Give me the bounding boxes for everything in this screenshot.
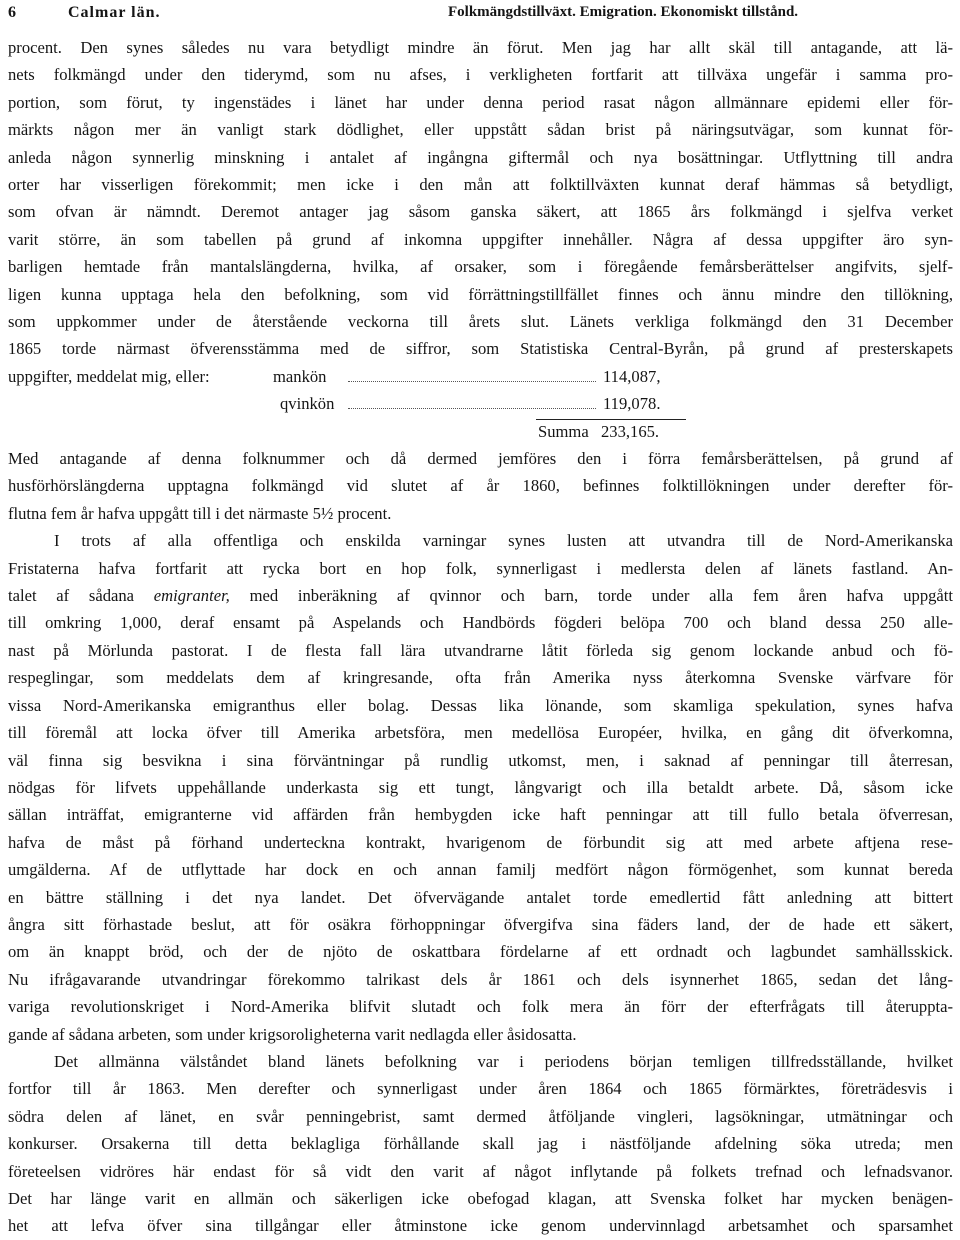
text-line: en bättre ställning i det nya landet. Det öfvervägande antalet torde emedlertid fått anledning att bittert bbox=[8, 887, 953, 907]
text-line: barligen hemtade från mantalslängderna, hvilka, af orsaker, som i föregående femårsberättelser angifvits, sjelf- bbox=[8, 257, 953, 277]
row-label: qvinkön bbox=[280, 394, 335, 414]
text-line: nets folkmängd under den tiderymd, som nu afses, i verkligheten fortfarit att tillväxa ungefär i samma pro- bbox=[8, 65, 953, 85]
text-line: procent. Den synes således nu vara betydligt mindre än förut. Men jag har allt skäl till antagande, att lä- bbox=[8, 38, 953, 57]
population-intro: uppgifter, meddelat mig, eller: bbox=[8, 366, 210, 386]
population-sum-row bbox=[8, 418, 953, 445]
text-fragment: talet af sådana bbox=[8, 586, 154, 606]
text-line: Fristaterna hafva fortfarit att rycka bort en hop folk, synnerligast i medlersta delen af länets fastland. An- bbox=[8, 558, 953, 578]
text-line: het att lefva öfver sina tillgångar eller åtminstone icke genom undervinnlagd arbetsamhet och sparsamhet bbox=[8, 1216, 953, 1236]
text-line: fortfor till år 1863. Men derefter och synnerligast under åren 1864 och 1865 förmärktes, företrädesvis i bbox=[8, 1079, 953, 1099]
text-line: hafva de måst på förhand underteckna kontrakt, hvarigenom de förbundit sig att med arbete aftjena rese- bbox=[8, 832, 953, 852]
text-line: flutna fem år hafva uppgått till i det närmaste 5½ procent. bbox=[8, 503, 392, 523]
text-line: som ofvan är nämndt. Deremot antager jag såsom ganska säkert, att 1865 års folkmängd i sjelfva verket bbox=[8, 202, 953, 222]
row-value: 119,078. bbox=[603, 394, 661, 414]
population-row-male bbox=[8, 363, 953, 390]
sum-label: Summa bbox=[538, 421, 589, 441]
text-line: gande af sådana arbeten, som under krigsoroligheterna varit nedlagda eller åsidosatta. bbox=[8, 1024, 577, 1044]
text-line: om än knappt bröd, och der de njöto de oskattbara fördelarne af ett ordnadt och lagbundet samhällsskick. bbox=[8, 942, 953, 962]
text-line: nast på Mörlunda pastorat. I de flesta fall lära utvandrarne låtit förleda sig genom lockande anbud och fö- bbox=[8, 640, 953, 660]
text-line: Det allmänna välståndet bland länets befolkning var i periodens början temligen tillfredsställande, hvilket bbox=[54, 1051, 953, 1071]
italic-term: emigranter, bbox=[153, 586, 230, 606]
paragraph-3 bbox=[8, 527, 953, 1048]
text-line: till föremål att locka öfver till Amerika arbetsföra, men medellösa Européer, hvilka, en gång dit öfverkomna, bbox=[8, 723, 953, 743]
text-line: Nu ifrågavarande utvandringar förekommo talrikast dels år 1861 och dels isynnerhet 1865, sedan det lång- bbox=[8, 969, 953, 989]
text-line: varit större, än som tabellen på grund af inkomna uppgifter innehåller. Några af dessa uppgifter äro syn- bbox=[8, 229, 953, 249]
dot-leader bbox=[348, 408, 596, 409]
text-line: umgälderna. Af de utflyttade har dock en och annan familj medfört någon förmögenhet, som kunnat bereda bbox=[8, 860, 953, 880]
page-header bbox=[8, 4, 952, 26]
population-row-female bbox=[8, 390, 953, 417]
text-line: Det har länge varit en allmän och säkerligen icke obefogad klagan, att Svenska folket har mycken benägen- bbox=[8, 1189, 953, 1209]
row-label: mankön bbox=[273, 366, 327, 386]
text-line: husförhörslängderna upptagna folkmängd vid slutet af år 1860, befinnes folktillökningen under derefter för- bbox=[8, 476, 953, 496]
text-line: märkts någon mer än vanligt stark dödlighet, eller uppstått sådan brist på näringsutvägar, som kunnat för- bbox=[8, 120, 953, 140]
text-line: Med antagande af denna folknummer och då dermed jemföres den i förra femårsberättelsen, på grund af bbox=[8, 449, 953, 469]
population-table bbox=[8, 363, 953, 445]
text-line: konkurser. Orsakerna till detta beklagliga förhållande skall jag i nästföljande afdelning söka utreda; men bbox=[8, 1134, 953, 1154]
text-line: sällan inträffat, emigranterne vid affärden från hembygden icke haft penningar att till fullo betala öfverresan, bbox=[8, 805, 953, 825]
text-line: I trots af alla offentliga och enskilda varningar synes lusten att utvandra till de Nord-Amerikanska bbox=[54, 531, 953, 551]
text-line: vissa Nord-Amerikanska emigranthus eller bolag. Dessas lika lönande, som skamliga spekulation, synes hafva bbox=[8, 695, 953, 715]
text-line: ångra sitt förhastade beslut, att för osäkra förhoppningar öfvergifva sina fäders land, der de hade ett säkert, bbox=[8, 914, 953, 934]
text-line bbox=[8, 582, 953, 609]
text-line: företeelsen vidröres här endast för så vidt den varit af något inflytande på folkets trefnad och lefnadsvanor. bbox=[8, 1161, 953, 1181]
body-text bbox=[8, 34, 953, 1240]
text-line: portion, som förut, ty ingenstädes i länet har under denna period rasat någon allmännare epidemi eller för- bbox=[8, 92, 953, 112]
text-fragment: med inberäkning af qvinnor och barn, torde under alla fem åren hafva uppgått bbox=[229, 586, 953, 606]
text-line: ligen kunna upptaga hela den befolkning, som vid förrättningstillfället finnes och ännu mindre den tillökning, bbox=[8, 284, 953, 304]
text-line: respeglingar, som meddelats dem af kringresande, ofta från Amerika nyss återkomna Svenske värfvare för bbox=[8, 668, 953, 688]
text-line: anleda någon synnerlig minskning i antalet af ingångna giftermål och nya bosättningar. Utflyttning till andra bbox=[8, 147, 953, 167]
text-line: variga revolutionskriget i Nord-Amerika blifvit slutadt och folk mera än förr der efterfrågats till återuppta- bbox=[8, 997, 953, 1017]
row-value: 114,087, bbox=[603, 366, 661, 386]
text-line: väl finna sig besvikna i sina förväntningar på rundlig utkomst, men, i saknad af penningar till återresan, bbox=[8, 750, 953, 770]
sum-value: 233,165. bbox=[601, 421, 660, 441]
running-head-left: Calmar län. bbox=[68, 4, 161, 21]
paragraph-1 bbox=[8, 34, 953, 363]
page-number: 6 bbox=[8, 4, 16, 21]
text-line: som uppkommer under de återstående veckorna till årets slut. Länets verkliga folkmängd den 31 December bbox=[8, 312, 953, 332]
running-head-right: Folkmängdstillväxt. Emigration. Ekonomiskt tillstånd. bbox=[448, 4, 799, 20]
paragraph-2 bbox=[8, 445, 953, 527]
text-line: orter har visserligen förekommit; men icke i den mån att folktillväxten kunnat deraf hämmas så betydligt, bbox=[8, 175, 953, 195]
text-line: södra delen af länet, en svår penningebrist, samt dermed åtföljande vingleri, lagsökningar, utmätningar och bbox=[8, 1106, 953, 1126]
text-line: 1865 torde närmast öfverensstämma med de siffror, som Statistiska Central-Byrån, på grund af presterskapets bbox=[8, 339, 953, 359]
dot-leader bbox=[348, 381, 596, 382]
text-line: nödgas för lifvets uppehållande underkasta sig ett tungt, långvarigt och illa betaldt arbete. Då, såsom icke bbox=[8, 777, 953, 797]
paragraph-4 bbox=[8, 1048, 953, 1240]
text-line: till omkring 1,000, deraf ensamt på Aspelands och Handbörds fögderi belöpa 700 och bland dessa 250 alle- bbox=[8, 613, 953, 633]
